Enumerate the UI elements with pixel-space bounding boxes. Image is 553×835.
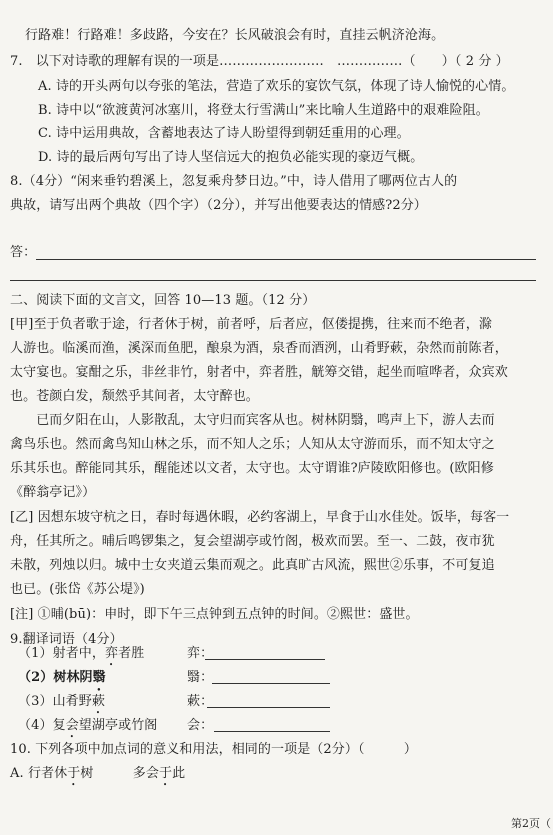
q9-word-2: 翳： [187, 670, 214, 685]
q10-heading: 10. 下列各项中加点词的意义和用法，相同的一项是（2分）（ ） [10, 742, 417, 757]
q9-item-1: （1）射者中，弈者胜 [18, 646, 145, 661]
poem-last-line: 行路难！行路难！多歧路，今安在？长风破浪会有时，直挂云帆济沧海。 [25, 28, 445, 43]
answer-line-1[interactable] [36, 259, 536, 260]
jia-line-5: 已而夕阳在山，人影散乱，太守归而宾客从也。树林阴翳，鸣声上下，游人去而 [10, 413, 495, 428]
yi-line-3: 未散，列烛以归。城中士女夹道云集而观之。此真旷古风流，熙世②乐事，不可复追 [10, 558, 495, 573]
jia-line-3: 太守宴也。宴酣之乐，非丝非竹，射者中，弈者胜，觥筹交错，起坐而喧哗者，众宾欢 [10, 365, 508, 380]
q9-word-1: 弈： [187, 646, 214, 661]
yi-line-4: 也已。(张岱《苏公堤》) [10, 582, 145, 597]
q9-item-2: （2）树林阴翳 [18, 670, 106, 685]
jia-line-2: 人游也。临溪而渔，溪深而鱼肥，酿泉为酒，泉香而酒洌，山肴野蔌，杂然而前陈者， [10, 341, 508, 356]
jia-line-6: 禽鸟乐也。然而禽鸟知山林之乐，而不知人之乐；人知从太守游而乐，而不知太守之 [10, 437, 495, 452]
q8-answer-label: 答： [10, 245, 37, 260]
yi-line-1: [乙] 因想东坡守杭之日，春时每遇休暇，必约客湖上，早食于山水佳处。饭毕，每客一 [10, 510, 510, 525]
q9-blank-3[interactable] [207, 707, 330, 708]
q7-stem: 7. 以下对诗歌的理解有误的一项是…………………… ……………（ ）（ 2 分 ） [10, 54, 509, 69]
q9-item-4: （4）复会望湖亭或竹阁 [18, 718, 158, 733]
q9-item-3: （3）山肴野蔌 [18, 694, 105, 709]
page-number: 第2页（ [511, 817, 551, 830]
jia-line-8: 《醉翁亭记》） [10, 485, 96, 500]
q7-option-b: B. 诗中以“欲渡黄河冰塞川，将登太行雪满山”来比喻人生道路中的艰难险阻。 [38, 103, 489, 118]
annotation-note: [注] ①晡(bū)：申时，即下午三点钟到五点钟的时间。②熙世：盛世。 [10, 607, 419, 622]
q8-line-2: 典故，请写出两个典故（四个字）（2分），并写出他要表达的情感?2分） [10, 198, 427, 213]
q9-blank-1[interactable] [205, 659, 325, 660]
q9-word-4: 会： [187, 718, 214, 733]
answer-line-2[interactable] [10, 280, 536, 281]
q7-option-c: C. 诗中运用典故，含蓄地表达了诗人盼望得到朝廷重用的心理。 [38, 126, 410, 141]
yi-line-2: 舟，任其所之。晡后鸣锣集之，复会望湖亭或竹阁，极欢而罢。至一、二鼓，夜市犹 [10, 534, 495, 549]
q7-option-d: D. 诗的最后两句写出了诗人坚信远大的抱负必能实现的豪迈气概。 [38, 150, 424, 165]
q8-line-1: 8.（4分）“闲来垂钓碧溪上，忽复乘舟梦日边。”中，诗人借用了哪两位古人的 [10, 174, 458, 189]
jia-line-4: 也。苍颜白发，颓然乎其间者，太守醉也。 [10, 389, 259, 404]
jia-line-7: 乐其乐也。醉能同其乐，醒能述以文者，太守也。太守谓谁?庐陵欧阳修也。(欧阳修 [10, 461, 494, 476]
q9-heading: 9.翻译词语（4分） [10, 632, 123, 647]
section2-heading: 二、阅读下面的文言文，回答 10—13 题。（12 分） [10, 293, 316, 308]
q10-option-a: A. 行者休于树 多会于此 [10, 766, 186, 781]
q9-blank-2[interactable] [212, 683, 330, 684]
q9-word-3: 蔌： [187, 694, 214, 709]
jia-line-1: [甲]至于负者歌于途，行者休于树，前者呼，后者应，伛偻提携，往来而不绝者，滁 [10, 317, 492, 332]
q9-blank-4[interactable] [214, 731, 330, 732]
q7-option-a: A. 诗的开头两句以夸张的笔法，营造了欢乐的宴饮气氛，体现了诗人愉悦的心情。 [38, 79, 515, 94]
